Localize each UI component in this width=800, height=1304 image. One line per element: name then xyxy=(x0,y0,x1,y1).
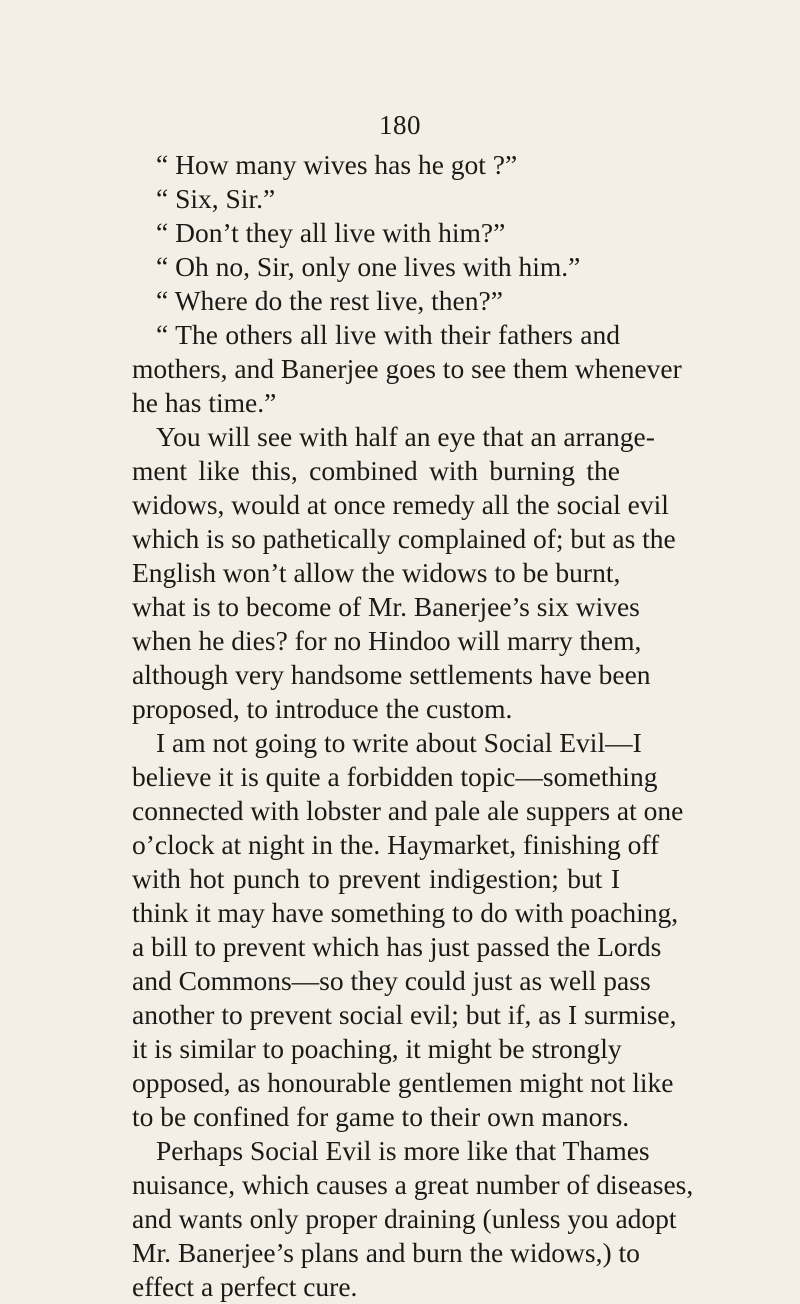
text-line: “ Six, Sir.” xyxy=(156,183,276,214)
text-line: You will see with half an eye that an arrange- xyxy=(156,421,655,452)
text-line: I am not going to write about Social Evil—I xyxy=(156,727,642,758)
text-line: o’clock at night in the. Haymarket, finishing off xyxy=(132,829,660,860)
text-line: believe it is quite a forbidden topic—something xyxy=(132,761,658,792)
text-line: Perhaps Social Evil is more like that Thames xyxy=(156,1135,650,1166)
text-line: “ The others all live with their fathers and xyxy=(156,319,620,350)
text-line: a bill to prevent which has just passed the Lords xyxy=(132,931,662,962)
text-line: he has time.” xyxy=(132,387,277,418)
text-line: effect a perfect cure. xyxy=(132,1271,358,1302)
text-line: ment like this, combined with burning the xyxy=(132,455,620,486)
text-line: although very handsome settlements have been xyxy=(132,659,651,690)
text-line: what is to become of Mr. Banerjee’s six wives xyxy=(132,591,640,622)
text-line: “ Don’t they all live with him?” xyxy=(156,217,506,248)
text-line: and wants only proper draining (unless you adopt xyxy=(132,1203,677,1234)
text-line: Mr. Banerjee’s plans and burn the widows,) to xyxy=(132,1237,640,1268)
text-line: it is similar to poaching, it might be strongly xyxy=(132,1033,622,1064)
text-line: connected with lobster and pale ale suppers at one xyxy=(132,795,684,826)
text-line: think it may have something to do with poaching, xyxy=(132,897,679,928)
text-line: and Commons—so they could just as well pass xyxy=(132,965,651,996)
text-line: when he dies? for no Hindoo will marry them, xyxy=(132,625,642,656)
text-line: mothers, and Banerjee goes to see them whenever xyxy=(132,353,682,384)
text-line: “ Where do the rest live, then?” xyxy=(156,285,503,316)
text-line: another to prevent social evil; but if, as I surmise, xyxy=(132,999,677,1030)
text-line: English won’t allow the widows to be burnt, xyxy=(132,557,621,588)
text-line: proposed, to introduce the custom. xyxy=(132,693,513,724)
text-line: with hot punch to prevent indigestion; but I xyxy=(132,863,620,894)
page-number: 180 xyxy=(379,110,421,140)
text-line: which is so pathetically complained of; but as the xyxy=(132,523,676,554)
text-line: “ Oh no, Sir, only one lives with him.” xyxy=(156,251,581,282)
text-line: nuisance, which causes a great number of diseases, xyxy=(132,1169,694,1200)
text-line: widows, would at once remedy all the social evil xyxy=(132,489,669,520)
text-line: to be confined for game to their own manors. xyxy=(132,1101,630,1132)
text-line: “ How many wives has he got ?” xyxy=(156,149,518,180)
text-line: opposed, as honourable gentlemen might not like xyxy=(132,1067,674,1098)
